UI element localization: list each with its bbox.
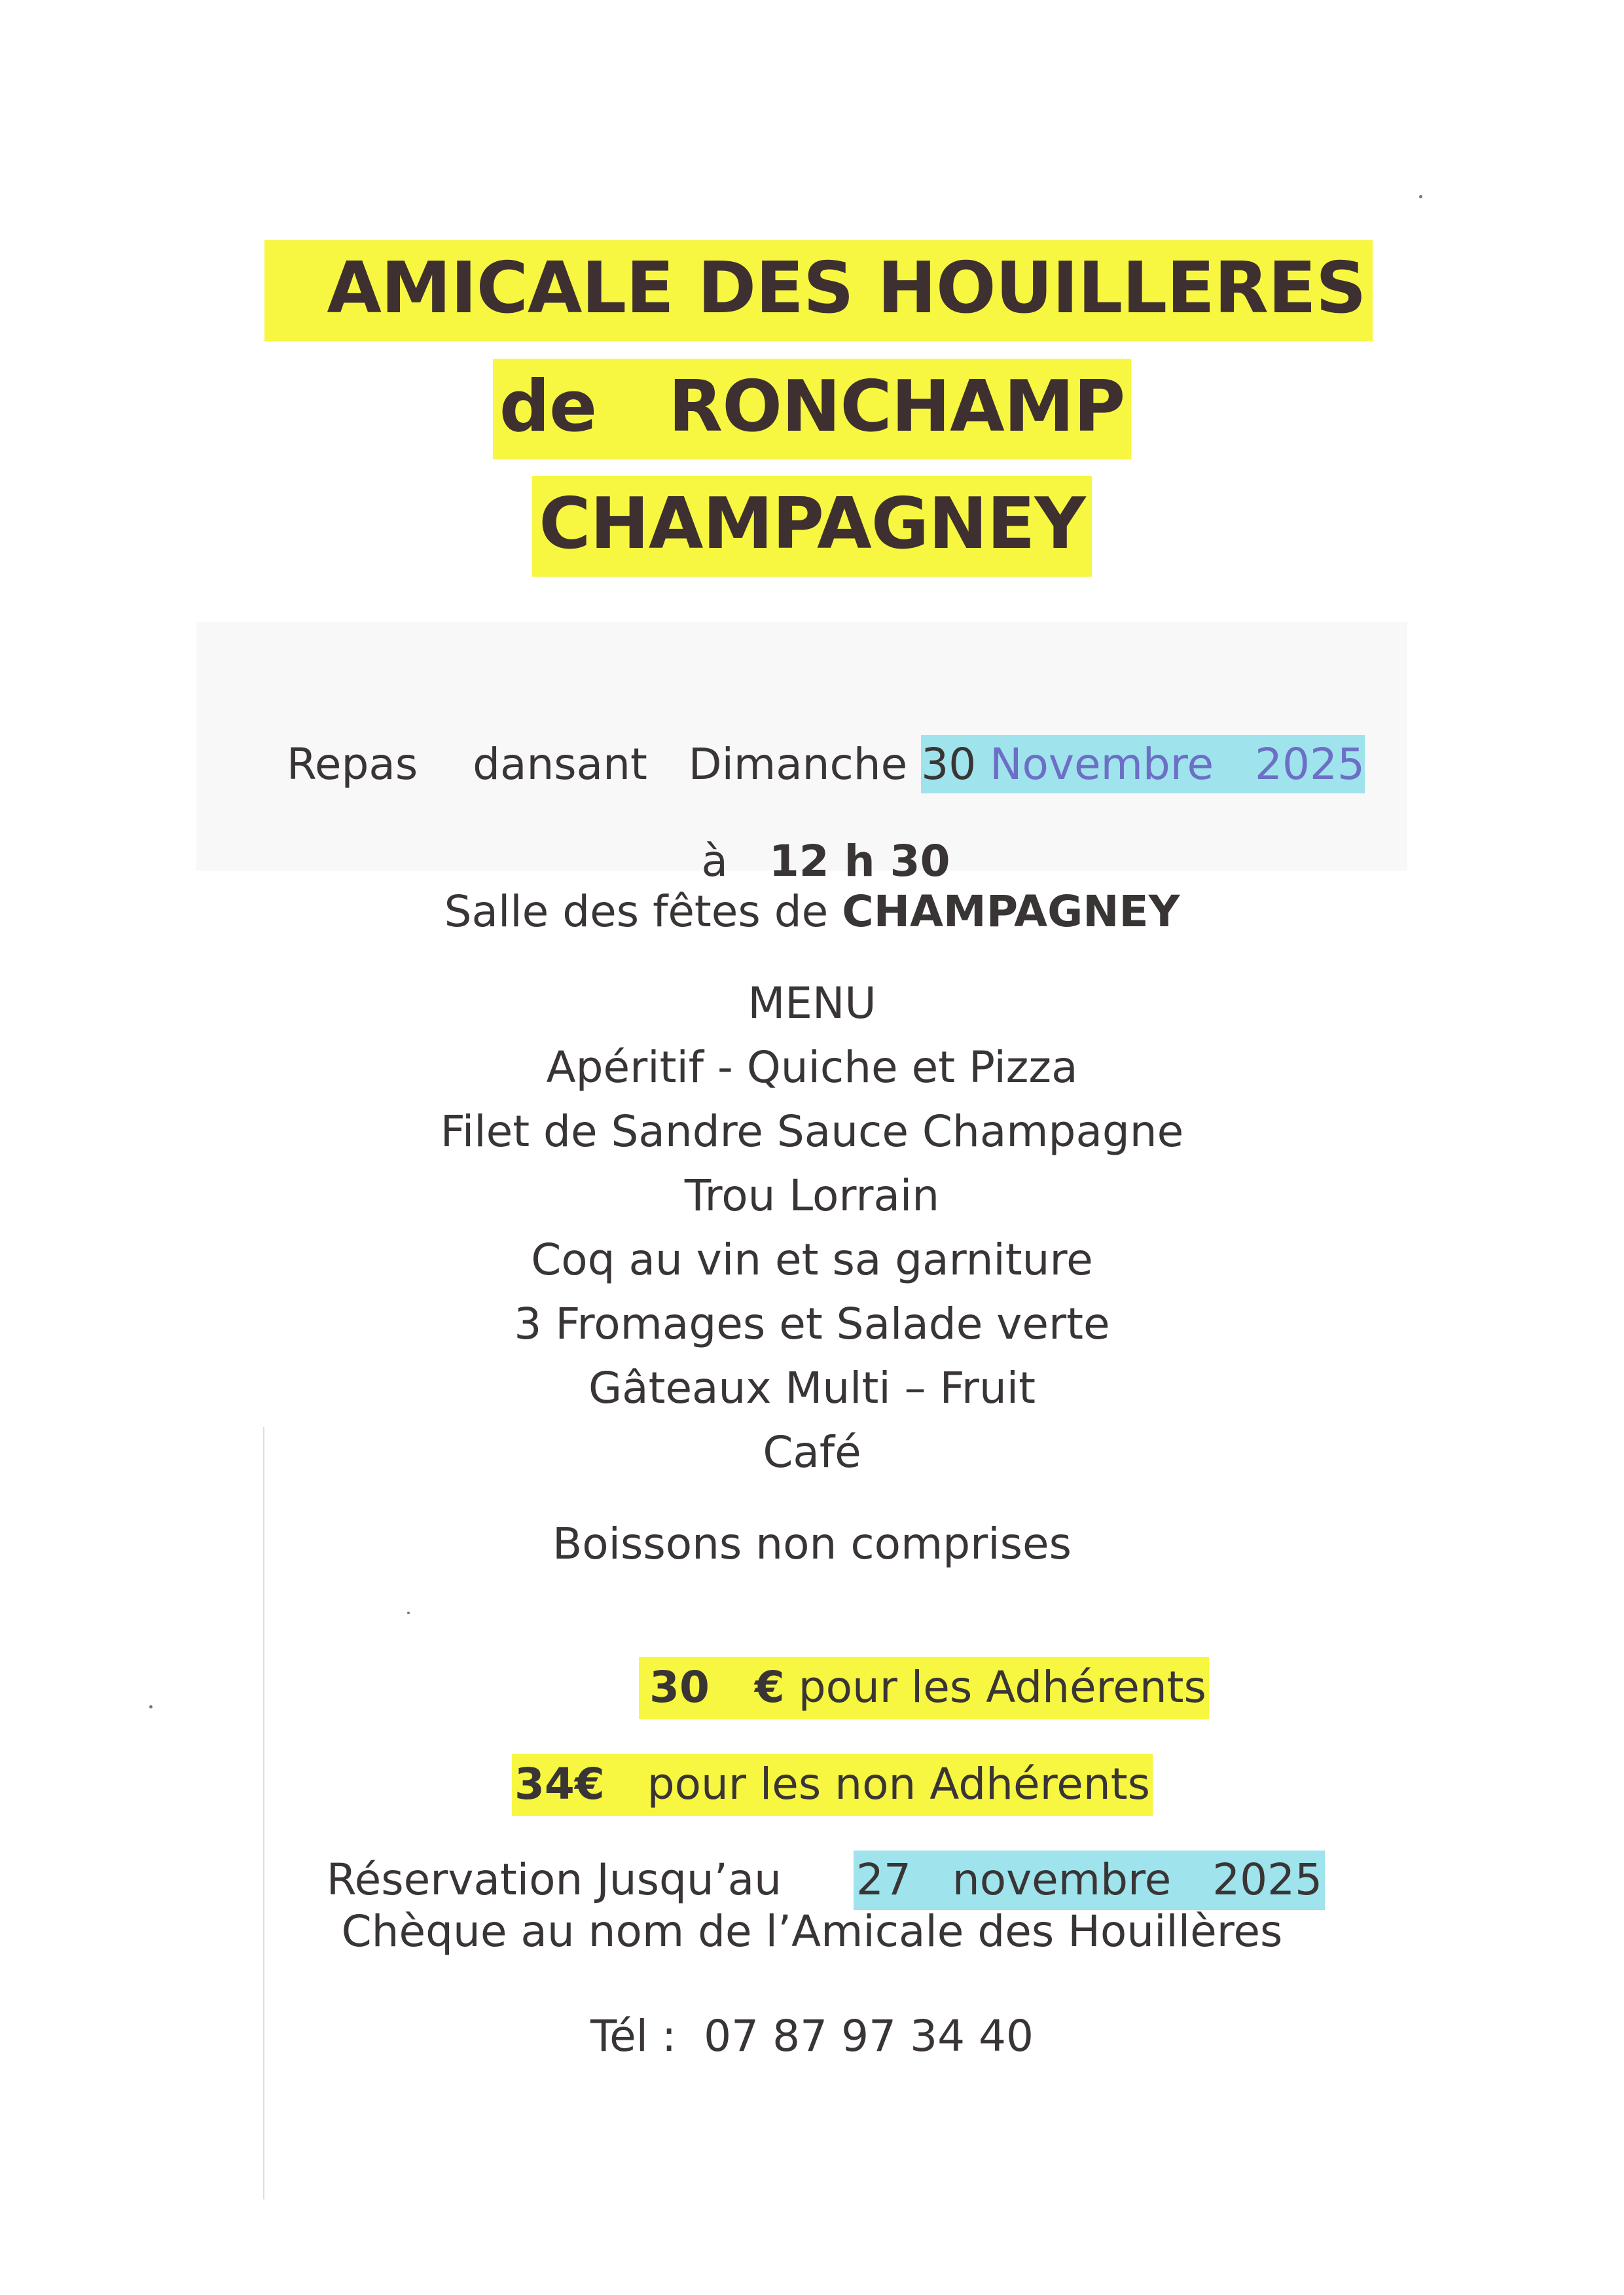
- menu-item: Trou Lorrain: [684, 1170, 940, 1221]
- title-line-3: [0, 476, 1624, 577]
- title-text-3: CHAMPAGNEY: [532, 476, 1092, 577]
- menu-item: Gâteaux Multi – Fruit: [588, 1363, 1036, 1413]
- reservation-line: [0, 1804, 1624, 1905]
- title-line-1: [0, 240, 1624, 341]
- reservation-label: Réservation Jusqu’au: [326, 1854, 782, 1905]
- menu-item: Café: [763, 1427, 861, 1477]
- price-members-amount: 30 €: [649, 1662, 785, 1712]
- title-text-1: AMICALE DES HOUILLERES: [264, 240, 1372, 341]
- venue-prefix: Salle des fêtes de: [444, 886, 842, 937]
- menu-item: Filet de Sandre Sauce Champagne: [440, 1106, 1184, 1157]
- event-time-prefix: à: [701, 836, 769, 886]
- venue-line: [0, 886, 1624, 937]
- event-line: [0, 689, 1624, 789]
- price-non-members-amount: 34€: [514, 1759, 620, 1809]
- event-date-month-year: Novembre 2025: [990, 739, 1365, 789]
- event-time-line: [0, 786, 1624, 886]
- cheque-line: Chèque au nom de l’Amicale des Houillères: [341, 1906, 1283, 1957]
- price-members-label: pour les Adhérents: [784, 1662, 1206, 1712]
- price-non-members-line: [0, 1708, 1624, 1809]
- drinks-note: Boissons non comprises: [552, 1519, 1072, 1569]
- menu-item: Apéritif - Quiche et Pizza: [546, 1042, 1078, 1093]
- title-text-2: de RONCHAMP: [493, 359, 1132, 460]
- event-intro: Repas dansant Dimanche: [286, 739, 922, 789]
- reservation-date: 27 novembre 2025: [854, 1851, 1325, 1910]
- venue-place: CHAMPAGNEY: [842, 886, 1180, 937]
- price-non-members-label: pour les non Adhérents: [619, 1759, 1150, 1809]
- price-members-line: [0, 1612, 1624, 1712]
- scan-speck: [1419, 195, 1422, 198]
- event-date-day: 30: [921, 739, 990, 789]
- event-time: 12 h 30: [768, 836, 950, 886]
- title-line-2: [0, 359, 1624, 460]
- menu-item: 3 Fromages et Salade verte: [514, 1299, 1110, 1349]
- menu-item: Coq au vin et sa garniture: [531, 1235, 1093, 1285]
- event-date-highlight: [921, 735, 1365, 793]
- menu-title: MENU: [748, 978, 876, 1028]
- phone-line: Tél : 07 87 97 34 40: [590, 2011, 1034, 2061]
